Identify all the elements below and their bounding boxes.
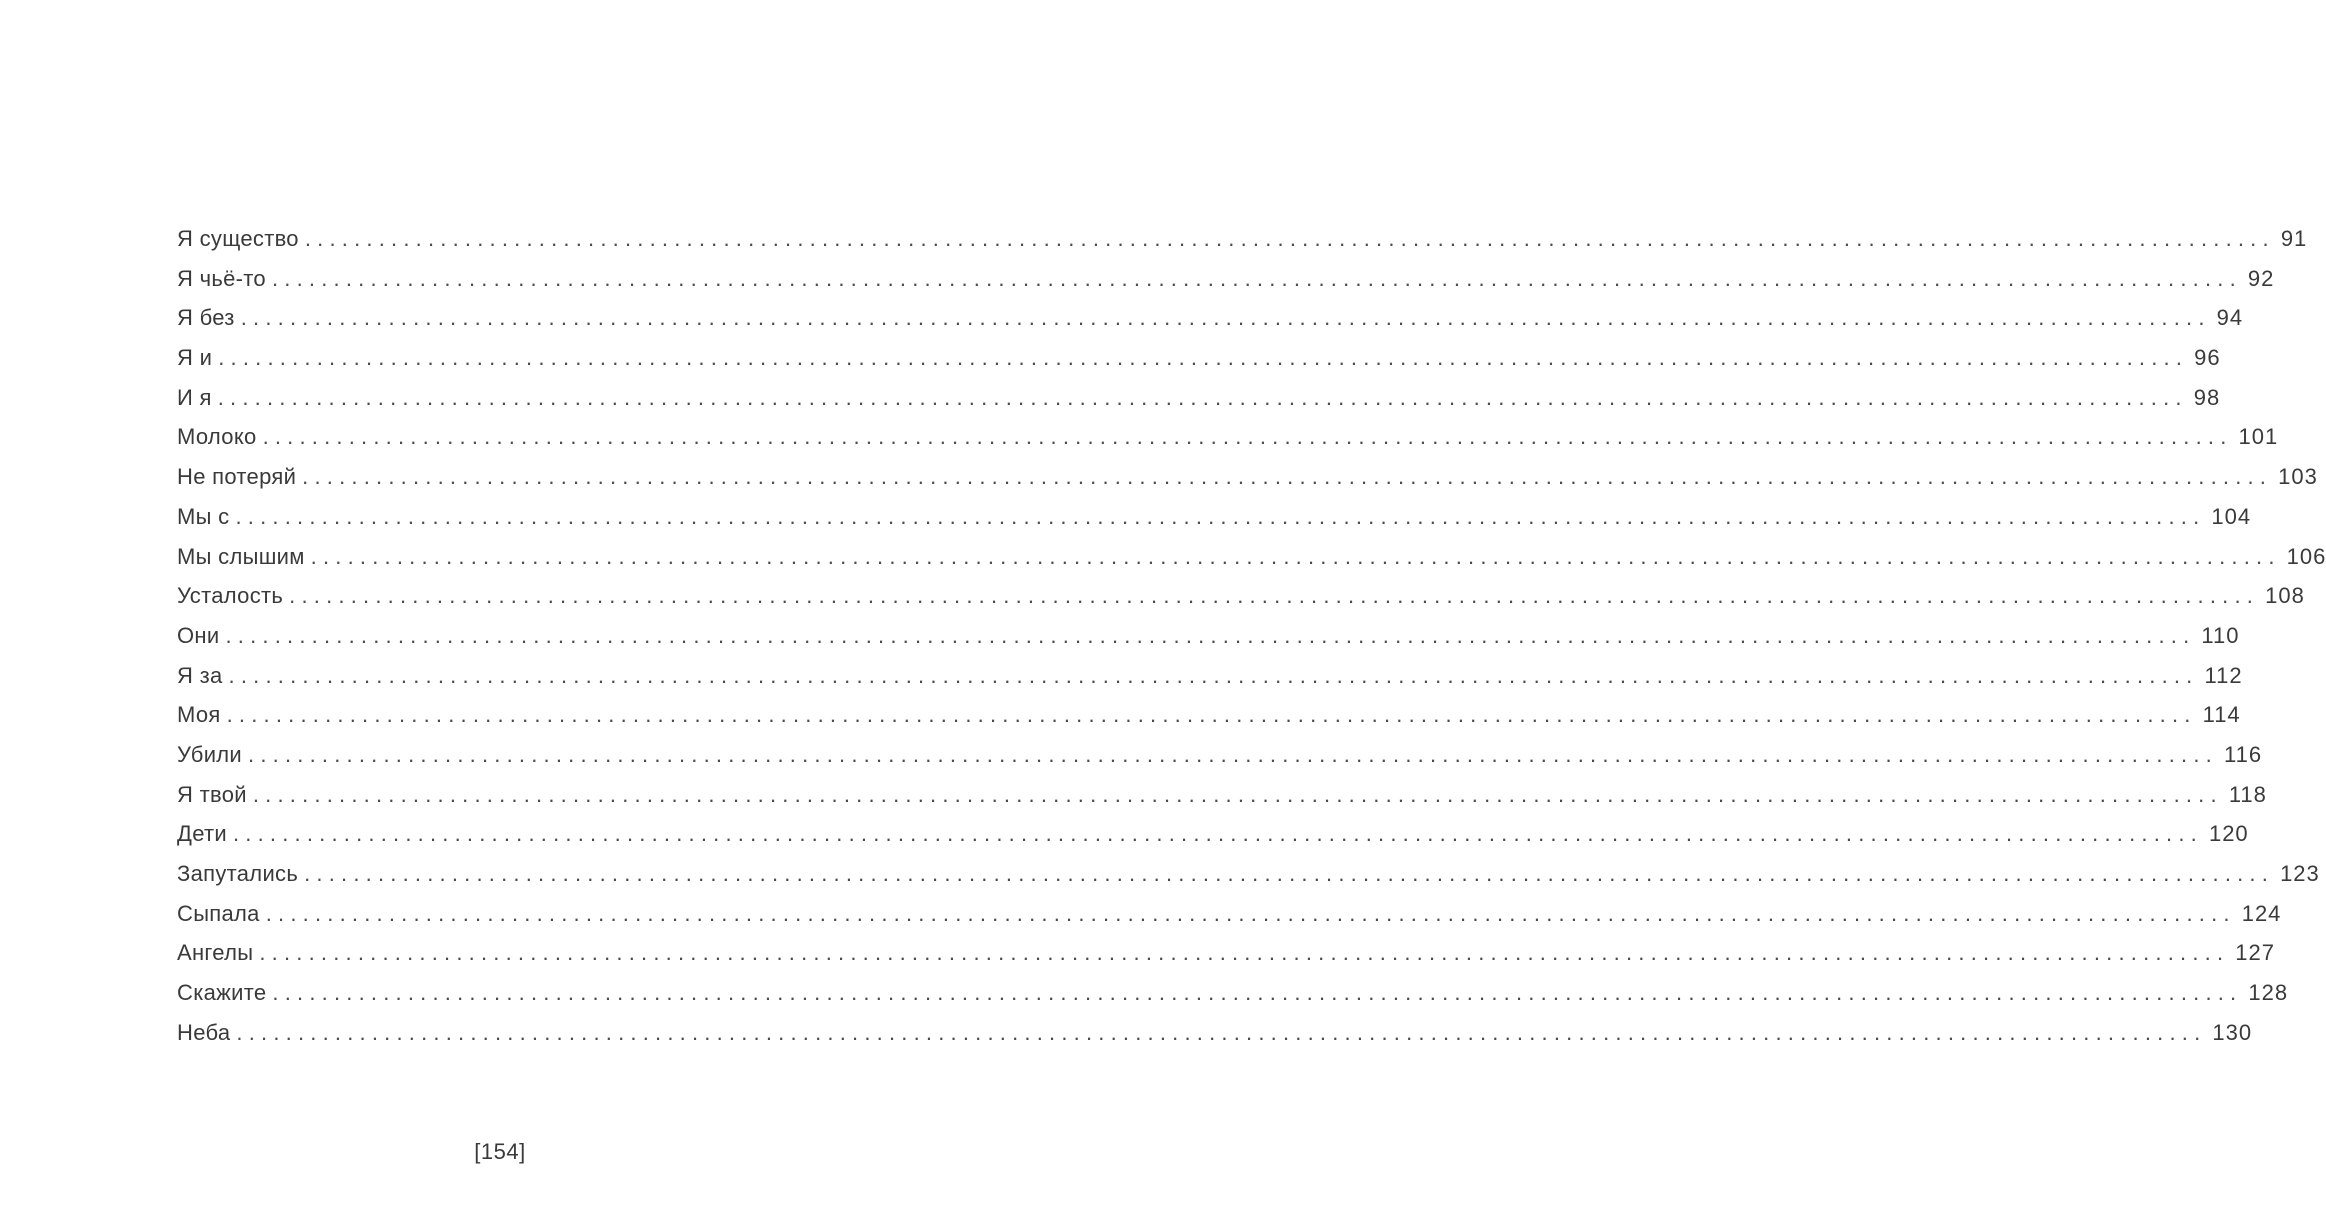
- dot-leader: ................................................................................................................................................................: [228, 662, 2199, 688]
- toc-entry: [177, 821, 2249, 861]
- dot-leader: ................................................................................................................................................................: [304, 861, 2275, 886]
- toc-entry-page: 118: [2228, 781, 2267, 807]
- toc-entry-page: 120: [2208, 821, 2249, 847]
- dot-leader: ................................................................................................................................................................: [232, 821, 2203, 847]
- toc-entry-page: 94: [2216, 305, 2244, 331]
- toc-entry: [177, 940, 2276, 980]
- toc-entry-title: Убили: [177, 741, 243, 767]
- toc-entry-page: 130: [2212, 1019, 2253, 1045]
- toc-entry-title: Я и: [177, 345, 213, 371]
- toc-entry-title: Мы с: [177, 503, 230, 529]
- toc-entry: [177, 384, 2221, 425]
- toc-entry-page: 91: [2280, 226, 2308, 251]
- page-number: [154]: [474, 1139, 526, 1164]
- dot-leader: ................................................................................................................................................................: [289, 583, 2260, 609]
- toc-entry-title: Я чьё-то: [177, 265, 266, 291]
- toc-entry: [177, 741, 2263, 782]
- toc-entry-page: 123: [2280, 861, 2320, 886]
- toc-entry: [177, 543, 2326, 584]
- dot-leader: ................................................................................................................................................................: [248, 741, 2218, 767]
- toc-entry: [177, 622, 2240, 663]
- toc-entry: [177, 424, 2279, 464]
- toc-entry: [177, 583, 2305, 623]
- toc-entry-page: 110: [2201, 622, 2240, 648]
- dot-leader: ................................................................................................................................................................: [236, 1019, 2207, 1045]
- toc-entry: [177, 781, 2267, 822]
- toc-entry-page: 108: [2265, 583, 2305, 609]
- dot-leader: ................................................................................................................................................................: [272, 980, 2243, 1006]
- toc-entry: [177, 1019, 2253, 1060]
- toc-entry-page: 128: [2248, 980, 2289, 1006]
- toc-entry-title: Усталость: [177, 583, 284, 609]
- dot-leader: ................................................................................................................................................................: [310, 543, 2281, 569]
- toc-entry-title: Сыпала: [177, 900, 260, 926]
- toc-entry-page: 96: [2194, 345, 2221, 371]
- dot-leader: ................................................................................................................................................................: [262, 424, 2233, 450]
- toc-entry: [177, 464, 2318, 504]
- dot-leader: ................................................................................................................................................................: [217, 384, 2188, 410]
- toc-entry-page: 98: [2193, 384, 2221, 410]
- dot-leader: ................................................................................................................................................................: [259, 940, 2230, 966]
- toc-entry: [177, 503, 2252, 544]
- toc-entry: [177, 861, 2320, 901]
- toc-entry-title: Я без: [177, 305, 235, 331]
- toc-entry-page: 103: [2278, 464, 2318, 490]
- toc-entry-page: 114: [2202, 702, 2241, 728]
- toc-entry-title: Дети: [177, 821, 227, 847]
- toc-entry-title: Не потеряй: [177, 464, 297, 490]
- toc-entry-title: Я за: [177, 662, 223, 688]
- toc-entry-title: Ангелы: [177, 940, 254, 966]
- dot-leader: ................................................................................................................................................................: [271, 265, 2242, 291]
- toc-entry-page: 124: [2241, 900, 2282, 926]
- dot-leader: ................................................................................................................................................................: [302, 464, 2273, 490]
- toc-entry-title: Я твой: [177, 781, 247, 807]
- toc-entry-page: 112: [2204, 662, 2243, 688]
- dot-leader: ................................................................................................................................................................: [218, 345, 2189, 371]
- toc-entry-title: Мы слышим: [177, 543, 305, 569]
- toc-entry-page: 127: [2235, 940, 2276, 966]
- dot-leader: ................................................................................................................................................................: [225, 622, 2196, 648]
- dot-leader: ................................................................................................................................................................: [240, 305, 2211, 331]
- toc-entry-page: 101: [2238, 424, 2279, 450]
- toc-entry-title: Они: [177, 622, 220, 648]
- toc-entry: [177, 305, 2244, 345]
- toc-entry-page: 116: [2223, 741, 2263, 767]
- toc-entry-title: Моя: [177, 702, 221, 728]
- toc-entry-page: 106: [2286, 543, 2326, 569]
- toc-entry-title: Скажите: [177, 980, 267, 1006]
- toc-entry-title: Запутались: [177, 861, 299, 886]
- toc-entry: [177, 345, 2221, 385]
- toc-entry-page: 92: [2247, 265, 2275, 291]
- dot-leader: ................................................................................................................................................................: [226, 702, 2197, 728]
- toc-entry: [177, 226, 2308, 266]
- dot-leader: ................................................................................................................................................................: [235, 503, 2206, 529]
- toc-entry: [177, 980, 2289, 1020]
- table-of-contents: [177, 226, 2326, 1059]
- toc-entry: [177, 900, 2282, 941]
- toc-entry-title: И я: [177, 384, 212, 410]
- dot-leader: ................................................................................................................................................................: [265, 900, 2236, 926]
- toc-entry-title: Неба: [177, 1019, 231, 1045]
- dot-leader: ................................................................................................................................................................: [304, 226, 2275, 251]
- toc-entry: [177, 662, 2243, 703]
- toc-entry-title: Я существо: [177, 226, 299, 251]
- toc-entry: [177, 265, 2275, 306]
- toc-entry: [177, 702, 2241, 742]
- dot-leader: ................................................................................................................................................................: [252, 781, 2223, 807]
- toc-entry-title: Молоко: [177, 424, 257, 450]
- toc-entry-page: 104: [2211, 503, 2252, 529]
